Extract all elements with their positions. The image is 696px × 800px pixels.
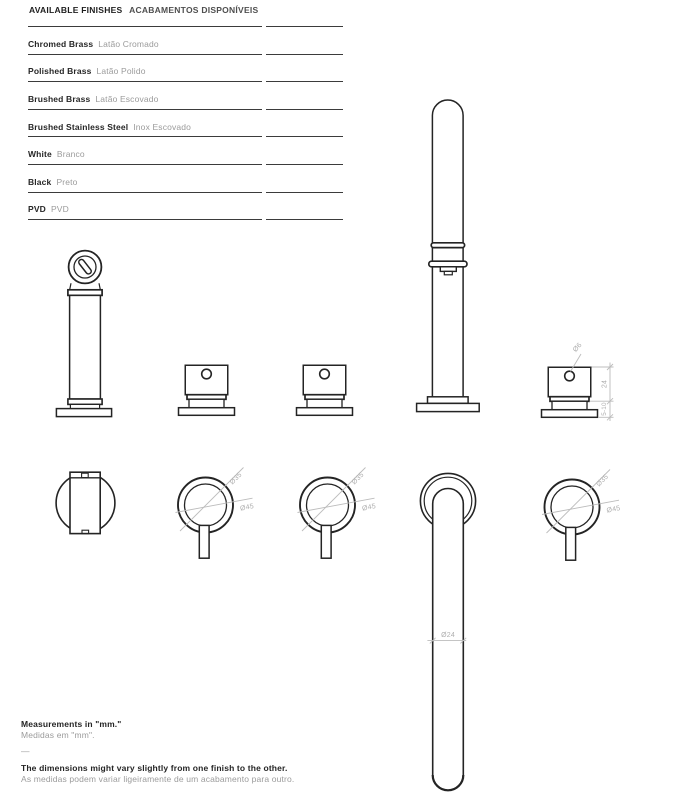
finishes-title-pt: ACABAMENTOS DISPONÍVEIS [129, 5, 259, 15]
finish-row-brushed-brass [28, 81, 343, 109]
spout-top-view [420, 473, 475, 790]
finish-row-black [28, 164, 343, 192]
handle-top-view-1 [176, 468, 253, 559]
finish-name-en: Polished Brass [28, 66, 92, 77]
finish-name-pt: Preto [56, 176, 78, 187]
spout-diameter-label: Ø24 [441, 632, 455, 639]
handle3-inner-diameter-label: Ø35 [595, 473, 611, 489]
finish-name-pt: Latão Escovado [95, 93, 159, 104]
finishes-header [29, 5, 258, 15]
handle2-inner-diameter-label: Ø35 [350, 471, 366, 487]
finish-row-polished-brass [28, 54, 343, 82]
table-line-gap [262, 24, 266, 224]
finish-name-en: Chromed Brass [28, 38, 94, 49]
measurements-note-pt: Medidas em "mm". [21, 730, 95, 740]
finish-name-pt: Latão Polido [96, 66, 146, 77]
handle-side-view-1 [179, 365, 235, 415]
spout-tube-outline [432, 100, 463, 403]
handle1-outer-diameter-label: Ø45 [239, 503, 255, 513]
handshower-bottom-collar [68, 399, 102, 404]
handle3-outer-diameter-label: Ø45 [606, 505, 622, 515]
finish-name-pt: Latão Cromado [98, 38, 159, 49]
measurements-note-en: Measurements in "mm." [21, 719, 122, 729]
finish-name-pt: PVD [50, 204, 69, 215]
spout-side-view [417, 100, 480, 412]
pin-diameter-label: Ø6 [571, 341, 584, 354]
handle-side-view-2 [297, 365, 353, 415]
finish-row-chromed-brass [28, 26, 343, 54]
finish-name-en: White [28, 149, 52, 160]
finish-row-brushed-stainless-steel [28, 109, 343, 137]
spout-outlet-band [429, 261, 467, 267]
handle-side-view-3 [542, 367, 598, 417]
variance-note-pt: As medidas podem variar ligeiramente de um acabamento para outro. [21, 774, 295, 784]
notes-separator: — [21, 746, 30, 756]
notes [21, 719, 294, 785]
handshower-collar [68, 290, 102, 296]
finish-name-pt: Inox Escovado [133, 121, 192, 132]
mounting-range-label: 5-10 [601, 402, 609, 416]
handle1-inner-diameter-label: Ø35 [228, 471, 244, 487]
finishes-table [28, 26, 343, 220]
spout-tube-top-view [433, 488, 464, 790]
handshower-top-view [56, 472, 115, 533]
finish-name-en: Black [28, 176, 52, 187]
handle2-outer-diameter-label: Ø45 [361, 503, 377, 513]
handshower-body [70, 295, 101, 399]
finish-name-pt: Branco [56, 149, 85, 160]
spout-aerator [440, 267, 456, 272]
spout-aerator-tip [444, 271, 452, 274]
handshower-top-body [70, 472, 100, 533]
finish-row-white [28, 136, 343, 164]
spout-base-plate [417, 403, 480, 411]
finish-name-en: Brushed Stainless Steel [28, 121, 129, 132]
finish-name-en: Brushed Brass [28, 93, 91, 104]
spout-upper-band [431, 243, 464, 248]
finishes-title-en: AVAILABLE FINISHES [29, 5, 123, 15]
finish-row-pvd [28, 192, 343, 220]
variance-note-en: The dimensions might vary slightly from one finish to the other. [21, 763, 288, 773]
finish-name-en: PVD [28, 204, 46, 215]
handshower-side-view [56, 251, 111, 417]
handle-height-label: 24 [601, 379, 609, 389]
handshower-base-plate [56, 409, 111, 417]
handle-top-view-2 [298, 468, 375, 559]
handle-top-view-3 [542, 470, 622, 561]
spout-collar [428, 397, 469, 404]
